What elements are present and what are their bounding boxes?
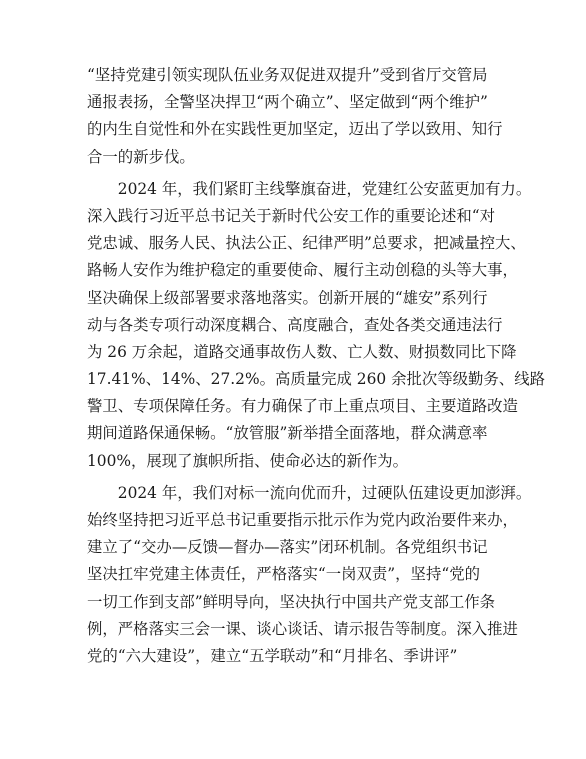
- text-line: 期间道路保通保畅。“放管服”新举措全面落地，群众满意率: [87, 424, 488, 443]
- text-line: 动与各类专项行动深度耦合、高度融合，查处各类交通违法行: [87, 315, 503, 334]
- text-line: 17.41%、14%、27.2%。高质量完成 260 余批次等级勤务、线路: [87, 370, 545, 389]
- text-line: 坚决扛牢党建主体责任，严格落实“一岗双责”，坚持“党的: [87, 565, 480, 584]
- text-line: 的内生自觉性和外在实践性更加坚定，迈出了学以致用、知行: [87, 120, 503, 139]
- text-line: 例，严格落实三会一课、谈心谈话、请示报告等制度。深入推进: [87, 619, 518, 638]
- text-line: 合一的新步伐。: [87, 147, 195, 166]
- document-body: [87, 62, 545, 670]
- text-line: 路畅人安作为维护稳定的重要使命、履行主动创稳的头等大事，: [87, 261, 518, 280]
- paragraph-1: [87, 62, 503, 171]
- text-line: 为 26 万余起，道路交通事故伤人数、亡人数、财损数同比下降: [87, 342, 517, 361]
- text-line: 建立了“交办—反馈—督办—落实”闭环机制。各党组织书记: [87, 538, 488, 557]
- text-line: 2024 年，我们紧盯主线擎旗奋进，党建红公安蓝更加有力。: [87, 179, 532, 198]
- text-line: 100%，展现了旗帜所指、使命必达的新作为。: [87, 451, 409, 470]
- text-line: 党的“六大建设”，建立“五学联动”和“月排名、季讲评”: [87, 646, 458, 665]
- text-line: 党忠诚、服务人民、执法公正、纪律严明”总要求，把减量控大、: [87, 234, 526, 253]
- text-line: 始终坚持把习近平总书记重要指示批示作为党内政治要件来办，: [87, 511, 518, 529]
- text-line: 坚决确保上级部署要求落地落实。创新开展的“雄安”系列行: [87, 288, 488, 307]
- text-line: 2024 年，我们对标一流向优而升，过硬队伍建设更加澎湃。: [87, 483, 532, 502]
- text-line: 一切工作到支部”鲜明导向，坚决执行中国共产党支部工作条: [87, 592, 496, 611]
- text-line: 通报表扬，全警坚决捍卫“两个确立”、坚定做到“两个维护”: [87, 93, 488, 112]
- paragraph-3: [87, 480, 532, 670]
- text-line: 警卫、专项保障任务。有力确保了市上重点项目、主要道路改造: [87, 397, 518, 416]
- paragraph-2: [87, 176, 545, 475]
- text-line: “坚持党建引领实现队伍业务双促进双提升”受到省厅交管局: [87, 66, 488, 84]
- text-line: 深入践行习近平总书记关于新时代公安工作的重要论述和“对: [87, 206, 496, 225]
